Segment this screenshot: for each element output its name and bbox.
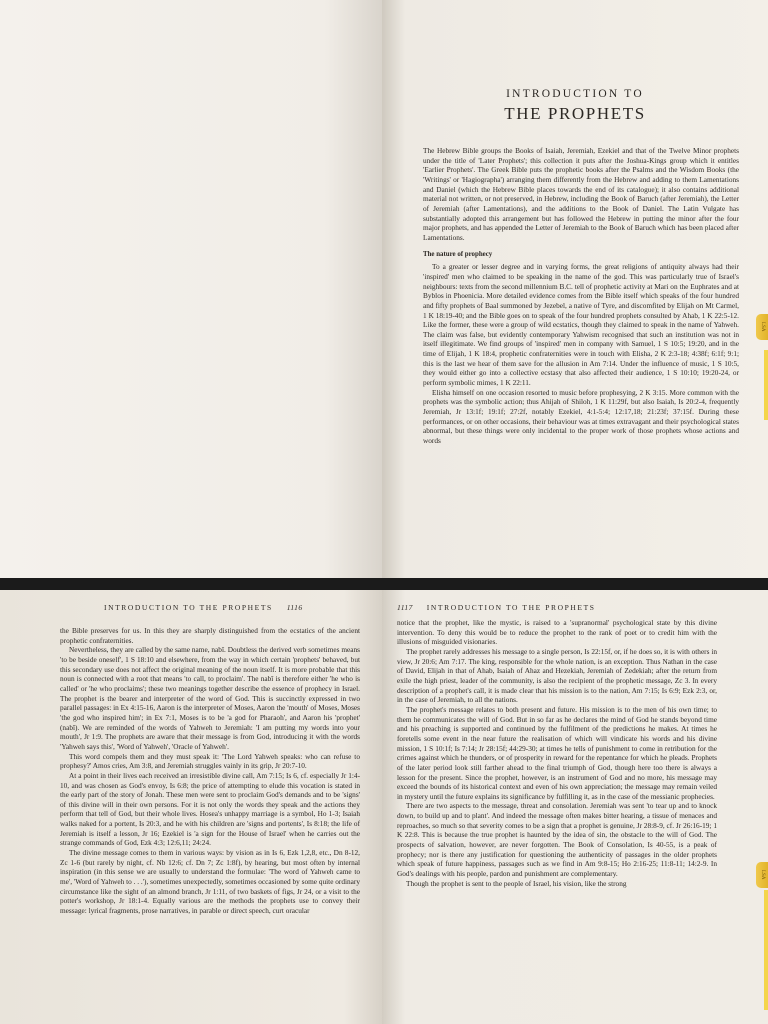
title-page: [382, 0, 768, 578]
paragraph: the Bible preserves for us. In this they are sharply distinguished from the ecstatics of the ancient prophetic confraternities.: [60, 626, 360, 645]
page-number: 1116: [286, 603, 303, 612]
paragraph: Though the prophet is sent to the people of Israel, his vision, like the strong: [406, 878, 627, 888]
paragraph: At a point in their lives each received an irresistible divine call, Am 7:15; Is 6, cf. especially Jr 1:4-10, and was chosen as God's envoy, Is 6:8; the price of attempting to elude this vocation is stated in the early part of the story of Jonah. These men were sent to proclaim God's demands and to be 'signs' of this divine will in their own persons. For it is not only the words they speak and the actions they perform that tell of God, but their whole lives. Hosea's unhappy marriage is a symbol, Ho 1-3; Isaiah walks naked for a portent, Is 20:3, and he with his children are 'signs and portents', Is 8:18; the life of Jeremiah is itself a lesson, Jr 16; Ezekiel is 'a sign for the House of Israel' when he carries out the strange commands of God, Ezk 4:3; 12:6,11; 24:24.: [60, 770, 360, 848]
paragraph: The Hebrew Bible groups the Books of Isaiah, Jeremiah, Ezekiel and that of the Twelve Minor prophets under the title of 'Later Prophets'; this collection it puts after the Joshua-Kings group which it entitles 'Earlier Prophets'. The Greek Bible puts the prophetic books after the Psalms and the Wisdom Books (the 'Writings' or 'Hagiographa') arranging them differently from the Hebrew and adding to them Lamentations and Daniel (which the Hebrew Bible places towards the end of its catalogue); it also contains additional material not written, or not preserved, in Hebrew, including the Book of Baruch (after Jeremiah), the Letter of Jeremiah (after Lamentations), and the additions to the Book of Daniel. The Latin Vulgate has substantially adopted this arrangement but has followed the Hebrew in putting the minor after the four major prophets, and has appended the Letter of Jeremiah to the Book of Baruch which has been placed after Lamentations.: [423, 146, 739, 242]
thumb-tab: LSA: [756, 314, 768, 340]
bottom-spread: [0, 590, 768, 1024]
page-edge-marker: [764, 890, 768, 1010]
paragraph: There are two aspects to the message, threat and consolation. Jeremiah was sent 'to tear up and to knock down, to build up and to plant'. And indeed the message often makes bitter hearing, a tissue of menaces and reproaches, so much so that severity comes to be a sign that a prophet is genuine, Jr 28:8-9, cf. Jr 26:16-19; 1 K 22:8. This is because the true prophet is haunted by the idea of sin, the obstacle to the will of God. The prospects of salvation, however, are never forgotten. The Book of Consolation, Is 40-55, is a peak of prophecy; nor is there any justification for questioning the authenticity of passages in the older prophets which speak of future happiness, passages such as we find in Am 9:8-15; Ho 2:16-25; 11:8-11; 14:2-9. In God's dealings with his people, pardon and punishment are complementary.: [397, 801, 717, 879]
paragraph: Nevertheless, they are called by the same name, nabî. Doubtless the derived verb sometimes means 'to be beside oneself', 1 S 18:10 and elsewhere, from the way in which certain 'prophets' behaved, but this secondary use does not affect the original meaning of the noun itself. It is more probable that this noun is connected with a root that means 'to call, to proclaim'. The nabî is therefore either 'he who is called' or 'he who proclaims'; these two meanings together describe the essence of prophecy in Israel. The prophet is the bearer and interpreter of the word of God. This is succinctly expressed in two parallel passages: in Ex 4:15-16, Aaron is the interpreter of Moses, Aaron the 'mouth' of Moses, Moses 'the god who inspired him'; in Ex 7:1, Moses is to be 'a god for Pharaoh', and Aaron his 'prophet' (nabî). We are reminded of the words of Yahweh to Jeremiah: 'I am putting my words into your mouth', Jr 1:9. The prophets are aware that their message is from God, introducing it with the words 'Yahweh says this', 'Word of Yahweh', 'Oracle of Yahweh'.: [60, 645, 360, 751]
title-large: THE PROPHETS: [504, 104, 646, 123]
page-1117: [382, 590, 768, 1024]
paragraph: This word compels them and they must speak it: 'The Lord Yahweh speaks: who can refuse to prophesy?' Amos cries, Am 3:8, and Jeremiah struggles vainly in its grip, Jr 20:7-10.: [60, 751, 360, 771]
page-1116: [0, 590, 382, 1024]
page-number: 1117: [397, 603, 413, 612]
paragraph: The prophet's message relates to both present and future. His mission is to the men of his own time; to them he communicates the will of God. But in so far as he declares the mind of God he stands beyond time and his preaching is supported and continued by the fulfilment of the predictions he makes. At times he foretells some event in the near future the realisation of which will vindicate his words and his divine mission, 1 S 10:1f; Is 7:14; Jr 28:15f; 44:29-30; at times he tells of punishment to come in retribution for the crimes against which he thunders, or of prosperity in reward for the repentance for which he pleads. Prophets of the later period look still farther ahead to the final triumph of God, though here too there is always a lesson for the present. Since the prophet, however, is an instrument of God and no more, his message may exceed the bounds of its historical context and even of his own appreciation; the message may remain veiled in mystery until the future explains its significance by fulfilling it, as in the case of the messianic prophecies.: [397, 704, 717, 801]
title-small: INTRODUCTION TO: [506, 88, 644, 100]
paragraph: notice that the prophet, like the mystic, is raised to a 'supranormal' psychological state by this divine intervention. To deny this would be to reduce the prophet to the rank of poet or to credit him with the illusions of misguided visionaries.: [397, 618, 717, 647]
running-head: [104, 603, 303, 612]
paragraph: Elisha himself on one occasion resorted to music before prophesying, 2 K 3:15. More common with the prophets was the symbolic action; thus Ahijah of Shiloh, 1 K 11:29f, but also Isaiah, Is 20:2-4, frequently Jeremiah, Jr 13:1f; 19:1f; 27:2f, notably Ezekiel, 4:1-5:4; 12:17,18; 21:23f; 37:15f. During these performances, or on other occasions, their behaviour was at times extravagant and their psychological states abnormal, but these things were only incidental to the proper work of those prophets whose actions and words: [423, 387, 739, 446]
running-head-text: INTRODUCTION TO THE PROPHETS: [426, 603, 596, 612]
body-text: [397, 618, 717, 888]
page-edge-marker: [764, 350, 768, 420]
body-text: [60, 626, 360, 916]
paragraph: The divine message comes to them in various ways: by vision as in Is 6, Ezk 1,2,8, etc., Dn 8-12, Zc 1-6 (but rarely by night, cf. Nb 12:6; cf. Dn 7; Zc 1:8f), by hearing, but most often by internal inspiration (in this sense we are usually to understand the formulae: 'The word of Yahweh came to me', 'Word of Yahweh to . . .'), sometimes unexpectedly, sometimes occasioned by some quite ordinary circumstance like the sight of an almond branch, Jr 1:11, of two baskets of figs, Jr 24, or a visit to the potter's workshop, Jr 18:1-4. Equally various are the methods the prophets use to convey their message: lyrical fragments, prose narratives, in parable or direct speech, curt oracular: [60, 848, 360, 916]
paragraph: To a greater or lesser degree and in varying forms, the great religions of antiquity always had their 'inspired' men who claimed to be speaking in the name of the god. This was particularly true of Israel's neighbours: texts from the second millennium B.C. tell of prophetic activity at Mari on the Euphrates and at Byblos in Phoenicia. More detailed evidence comes from the Bible itself which speaks of the four hundred and fifty prophets of Baal summoned by Jezebel, a native of Tyre, and discomfited by Elijah on Mt Carmel, 1 K 18:19-40; and the Bible goes on to speak of the four hundred prophets consulted by Ahab, 1 K 22:5-12. Like the former, these were a group of wild ecstatics, though they claimed to speak in the name of Yahweh. The claim was false, but evidently contemporary Yahwism recognised that such an institution was not in itself illegitimate. We find groups of 'inspired' men in company with Samuel, 1 S 10:5; 19:20, and in the time of Elijah, 1 K 18:4, prophetic confraternities were in touch with Elisha, 2 K 2:3-18; 4:38f; 6:1f; 9:1; this is the last we hear of them save for the allusion in Am 7:14. Under the influence of music, 1 S 10:5, they would either go into a collective ecstasy that also affected their audience, 1 S 10:10; 19:20-24, or perform symbolic mimes, 1 K 22:11.: [423, 262, 739, 388]
blank-left-page: [0, 0, 382, 578]
running-head: [397, 603, 596, 612]
running-head-text: INTRODUCTION TO THE PROPHETS: [104, 603, 273, 612]
thumb-tab: LSA: [756, 862, 768, 888]
section-heading: The nature of prophecy: [423, 250, 493, 258]
paragraph: The prophet rarely addresses his message to a single person, Is 22:15f, or, if he does so, it is with others in view, Jr 20:6; Am 7:17. The king, responsible for the whole nation, is an exception. Thus Nathan in the case of David, Elijah in that of Ahab, Isaiah of Ahaz and Hezekiah, Jeremiah of Zedekiah; after the return from exile the high priest, leader of the community, is also the recipient of the prophetic message, Zc 3. In every description of a prophet's call, it is made clear that his mission is to the nation, Am 7:15; Is 6:9; Ezk 2:3, or, in the case of Jeremiah, to all the nations.: [397, 646, 717, 705]
chapter-title: [382, 88, 768, 124]
body-text: [423, 146, 739, 446]
